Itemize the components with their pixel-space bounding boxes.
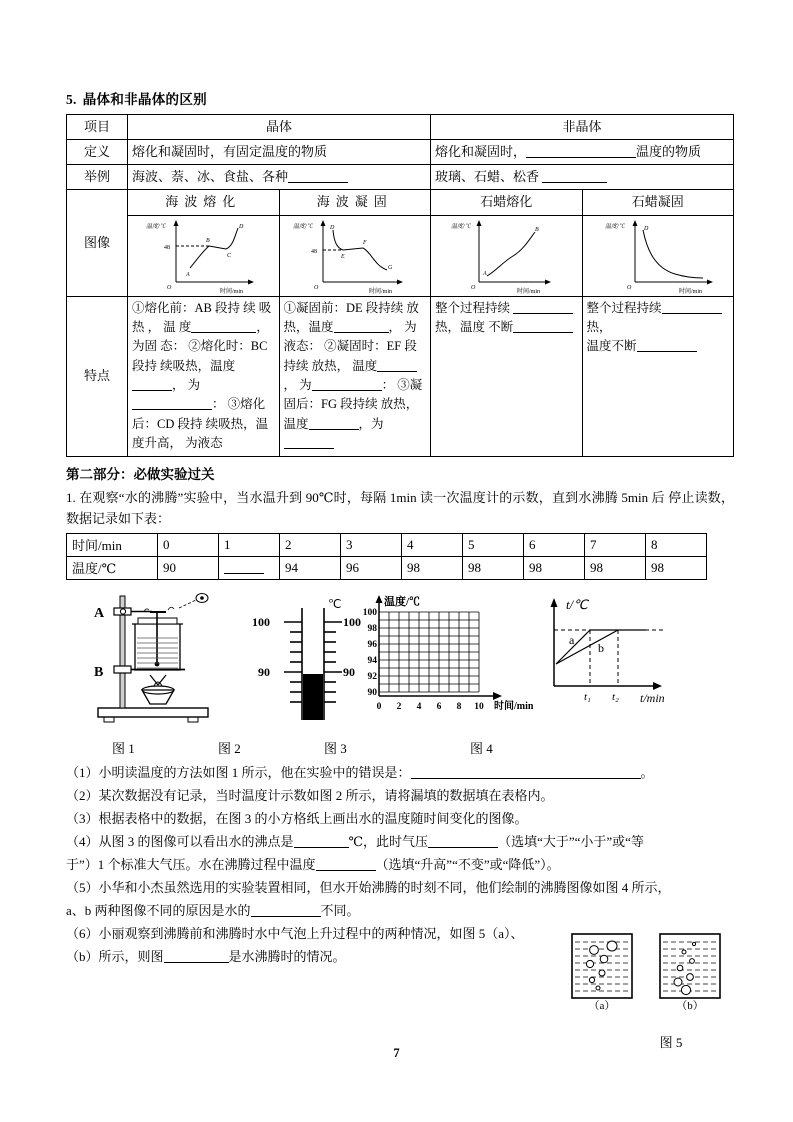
- graph-cell-wax-freeze: [582, 215, 734, 296]
- tick-100-right: 100: [343, 614, 361, 629]
- feat-line: 续吸热，温度: [160, 358, 236, 373]
- feat-line: 续吸热，温度升高，: [132, 416, 269, 451]
- section-5-title: 晶体和非晶体的区别: [82, 92, 207, 107]
- figure-strip: [66, 588, 734, 738]
- svg-text:96: 96: [367, 639, 377, 650]
- feat-line: 热，: [586, 319, 612, 334]
- caption-fig-5: 图 5: [659, 1035, 683, 1050]
- question-1-number: 1.: [66, 489, 76, 505]
- svg-text:48: 48: [311, 248, 318, 255]
- beaker-a-label: （a）: [588, 1000, 616, 1010]
- feat-line: ，: [172, 378, 185, 393]
- caption-fig-2: 图 2: [218, 740, 241, 756]
- time-cell: 2: [280, 533, 341, 556]
- header-crystal: 晶体: [128, 115, 431, 140]
- thermometer-reading-diagram: [244, 594, 364, 726]
- svg-text:O: O: [626, 284, 631, 291]
- record-label-temp: 温度/℃: [67, 556, 158, 579]
- svg-text:O: O: [167, 284, 172, 291]
- figure-3-grid: [354, 592, 544, 724]
- svg-text:时间/min: 时间/min: [494, 700, 534, 712]
- svg-text:D: D: [643, 225, 648, 232]
- record-row-time: [67, 533, 707, 556]
- caption-fig-4: 图 4: [470, 740, 493, 756]
- time-cell: 0: [158, 533, 219, 556]
- sub-q4-text-c: （选填“大于”“小于”或“等: [498, 833, 644, 849]
- figure-5-bubbles: [568, 930, 728, 1051]
- question-1-line1: 在观察“水的沸腾”实验中，当水温升到 90℃时，每隔 1min 读一次温度计的示数，直到水沸腾 5min 后: [79, 489, 665, 505]
- sub-question-5-cont: [66, 900, 734, 921]
- svg-text:b: b: [598, 640, 604, 655]
- sub-question-2: [66, 785, 734, 806]
- feature-blank[interactable]: [662, 300, 722, 314]
- feat-line: ②凝固时：EF 段持续: [283, 339, 417, 373]
- definition-blank[interactable]: [526, 144, 636, 158]
- sub-question-6-cont: [66, 946, 564, 967]
- sub-question-5: [66, 877, 734, 898]
- header-item: 项目: [67, 115, 128, 140]
- svg-text:10: 10: [474, 701, 484, 712]
- svg-text:100: 100: [362, 607, 377, 618]
- feat-line: ，: [283, 378, 297, 393]
- temp-blank[interactable]: [224, 560, 264, 574]
- time-cell: 3: [341, 533, 402, 556]
- example-amorphous-blank[interactable]: [542, 169, 607, 183]
- svg-text:t/min: t/min: [640, 690, 665, 705]
- svg-text:时间/min: 时间/min: [220, 288, 244, 295]
- feat-line: ③凝固后：FG 段持续: [283, 378, 423, 412]
- sub-q4-text-b: ℃，此时气压: [348, 833, 429, 849]
- tick-90-left: 90: [258, 664, 270, 679]
- svg-text:温度/℃: 温度/℃: [451, 223, 471, 230]
- svg-text:O: O: [314, 284, 319, 291]
- sub-q3-text: （3）根据表格中的数据，在图 3 的小方格纸上画出水的温度随时间变化的图像。: [66, 810, 528, 826]
- svg-text:t₁: t₁: [584, 690, 591, 703]
- svg-text:98: 98: [367, 623, 377, 634]
- figure-captions-row: [66, 738, 734, 760]
- feat-line: 为液态：: [283, 319, 417, 354]
- svg-text:A: A: [483, 270, 487, 277]
- svg-text:B: B: [206, 237, 210, 244]
- feature-crystal-freeze: [279, 296, 431, 456]
- tick-90-right: 90: [343, 664, 355, 679]
- sub-question-4-cont: [66, 854, 734, 875]
- svg-text:F: F: [363, 239, 367, 246]
- svg-text:B: B: [535, 226, 539, 233]
- table-row-graph-images: [67, 215, 734, 296]
- graph-title-wax-melt: 石蜡熔化: [431, 190, 583, 215]
- svg-text:温度/℃: 温度/℃: [293, 223, 313, 230]
- time-cell: 6: [524, 533, 585, 556]
- caption-fig-3: 图 3: [324, 740, 347, 756]
- definition-amorphous: [431, 140, 734, 165]
- feat-line: ：: [212, 397, 225, 412]
- feature-amorphous-melt: [431, 296, 583, 456]
- sub-question-3: [66, 808, 734, 829]
- row-label-example: 举例: [67, 165, 128, 190]
- feat-line: 放热，温度: [283, 300, 419, 334]
- svg-text:6: 6: [436, 701, 442, 712]
- temp-cell: 96: [341, 556, 402, 579]
- feat-line: 为液态: [185, 436, 223, 451]
- svg-text:2: 2: [396, 701, 402, 712]
- sub-q5-cont-text-a: a、b 两种图像不同的原因是水的: [66, 902, 251, 918]
- svg-text:G: G: [388, 264, 393, 271]
- tick-100-left: 100: [252, 614, 270, 629]
- sub-q4-text-a: （4）从图 3 的图像可以看出水的沸点是: [66, 833, 294, 849]
- svg-text:C: C: [227, 252, 232, 259]
- temp-cell: 98: [402, 556, 463, 579]
- svg-text:B: B: [94, 664, 104, 680]
- sub-q5-text: （5）小华和小杰虽然选用的实验装置相同，但水开始沸腾的时刻不同，他们绘制的沸腾图像如图 4 所示，: [66, 879, 671, 895]
- svg-text:时间/min: 时间/min: [517, 288, 541, 295]
- question-1-stem: [66, 487, 734, 529]
- temp-cell: 98: [585, 556, 646, 579]
- feature-blank[interactable]: [312, 378, 382, 392]
- page-content: [66, 88, 734, 967]
- record-row-temp: [67, 556, 707, 579]
- table-header-row: [67, 115, 734, 140]
- feat-line: 为: [299, 378, 312, 393]
- feat-line: 放热，温度: [283, 397, 419, 431]
- feat-line: ①凝固前：DE 段持续: [283, 300, 404, 315]
- graph-cell-hypo-melt: [128, 215, 280, 296]
- feat-line: ，: [388, 319, 402, 334]
- part2-heading: 第二部分：必做实验过关: [66, 466, 215, 482]
- svg-text:O: O: [471, 284, 476, 291]
- feat-line: 为: [187, 378, 201, 393]
- feature-blank[interactable]: [334, 319, 389, 333]
- feat-line: 态：: [160, 339, 186, 354]
- svg-text:温度/℃: 温度/℃: [604, 223, 625, 230]
- svg-text:A: A: [94, 605, 105, 621]
- feature-blank[interactable]: [284, 436, 334, 450]
- sub-q4-blank-2[interactable]: [428, 834, 498, 848]
- page-number: 7: [393, 1046, 400, 1060]
- definition-crystal: 熔化和凝固时，有固定温度的物质: [128, 140, 431, 165]
- two-boiling-curves-graph: [536, 592, 706, 724]
- svg-text:时间/min: 时间/min: [678, 288, 702, 295]
- section-5-heading: [66, 88, 734, 108]
- feat-line: ，为固: [132, 319, 269, 354]
- table-row-definition: [67, 140, 734, 165]
- temp-cell: 98: [463, 556, 524, 579]
- feature-blank[interactable]: [132, 397, 212, 411]
- definition-amorphous-pre: 熔化和凝固时，: [435, 144, 527, 160]
- feat-line: 热，温度: [435, 319, 486, 334]
- temperature-time-grid-chart: [354, 592, 544, 724]
- sub-q5-cont-text-b: 不同。: [320, 902, 360, 918]
- sub-q6-cont-text-b: 是水沸腾时的情况。: [228, 949, 346, 965]
- feat-line: 不断: [488, 319, 514, 334]
- feat-line: 整个过程持续: [435, 300, 511, 315]
- graph-title-wax-freeze: 石蜡凝固: [582, 190, 734, 215]
- svg-text:t₂: t₂: [612, 690, 619, 703]
- section-5-number: 5.: [66, 92, 77, 107]
- feat-line: ：: [381, 378, 395, 393]
- feat-line: 续 吸 热 ， 温: [132, 300, 272, 334]
- sub-q1-blank[interactable]: [411, 765, 641, 779]
- svg-text:温度/℃: 温度/℃: [146, 223, 166, 230]
- feat-line: 整个过程持续: [586, 300, 662, 315]
- definition-amorphous-post: 温度的物质: [636, 144, 702, 160]
- sub-q4-cont-text-a: 于”）1 个标准大气压。水在沸腾过程中温度: [66, 856, 316, 872]
- sub-q2-text: （2）某次数据没有记录，当时温度计示数如图 2 所示，请将漏填的数据填在表格内。: [66, 787, 554, 803]
- example-amorphous-text: 玻璃、石蜡、松香: [435, 169, 540, 185]
- beaker-b-label: （b）: [676, 1000, 704, 1010]
- sub-q1-text: （1）小明读温度的方法如图 1 所示，他在实验中的错误是：: [66, 764, 411, 780]
- feature-blank[interactable]: [513, 319, 573, 333]
- time-cell: 5: [463, 533, 524, 556]
- graph-title-hypo-melt: 海波熔化: [128, 190, 280, 215]
- question-1-line2: 停止读数，数据记录如下表：: [66, 489, 735, 526]
- bubble-comparison-diagram: [568, 930, 728, 1010]
- header-amorphous: 非晶体: [431, 115, 734, 140]
- feature-amorphous-freeze: [582, 296, 734, 456]
- sub-question-6: [66, 923, 564, 944]
- feature-blank[interactable]: [309, 416, 359, 430]
- graph-title-hypo-freeze: 海波凝固: [279, 190, 431, 215]
- svg-text:温度/℃: 温度/℃: [384, 595, 421, 608]
- temp-cell: 98: [646, 556, 707, 579]
- time-cell: 8: [646, 533, 707, 556]
- caption-fig-1: 图 1: [112, 740, 135, 756]
- time-cell: 4: [402, 533, 463, 556]
- row-label-definition: 定义: [67, 140, 128, 165]
- temp-cell-missing[interactable]: [219, 556, 280, 579]
- example-amorphous: [431, 165, 734, 190]
- sub-q6-blank[interactable]: [164, 949, 229, 963]
- sub-q4-cont-text-b: （选填“升高”“不变”或“降低”）。: [375, 856, 560, 872]
- graph-cell-hypo-freeze: [279, 215, 431, 296]
- figure-1-apparatus: [80, 590, 230, 730]
- temp-cell: 90: [158, 556, 219, 579]
- feature-crystal-melt: [128, 296, 280, 456]
- boiling-apparatus-diagram: [80, 590, 230, 730]
- feature-blank[interactable]: [637, 339, 697, 353]
- feature-blank[interactable]: [377, 358, 417, 372]
- svg-text:D: D: [330, 224, 335, 231]
- svg-text:4: 4: [416, 701, 422, 712]
- svg-text:8: 8: [456, 701, 462, 712]
- thermometer-unit: ℃: [328, 596, 342, 611]
- feat-line: ③熔化后：CD 段持: [132, 397, 266, 431]
- svg-text:时间/min: 时间/min: [369, 288, 393, 295]
- feat-line: 度: [178, 319, 192, 334]
- hypo-melting-curve-graph: [138, 216, 268, 296]
- svg-text:t/℃: t/℃: [566, 596, 588, 612]
- feat-line: 放热， 温度: [311, 358, 378, 373]
- table-row-example: [67, 165, 734, 190]
- feat-line: ①熔化前：AB 段持: [132, 300, 240, 315]
- svg-text:a: a: [569, 632, 575, 647]
- figure-2-thermometer: [244, 594, 364, 726]
- row-label-graph: 图像: [67, 190, 128, 296]
- row-label-feature: 特点: [67, 296, 128, 456]
- feat-line: ②熔化时：BC 段持: [132, 339, 268, 373]
- sub-q4-blank-1[interactable]: [294, 834, 349, 848]
- feat-line: ，为: [358, 416, 384, 431]
- sub-question-4: [66, 831, 734, 852]
- example-crystal-text: 海波、萘、冰、食盐、各种: [132, 169, 289, 185]
- feature-blank[interactable]: [513, 300, 573, 314]
- svg-text:92: 92: [367, 671, 377, 682]
- svg-text:48: 48: [164, 244, 171, 251]
- crystal-comparison-table: [66, 114, 734, 457]
- svg-text:A: A: [186, 271, 190, 278]
- sub-q4-blank-3[interactable]: [316, 857, 376, 871]
- sub-question-1: [66, 762, 734, 783]
- wax-freezing-curve-graph: [583, 216, 758, 296]
- temperature-record-table: [66, 533, 707, 580]
- figure-4-boiling-graphs: [536, 592, 706, 724]
- time-cell: 1: [219, 533, 280, 556]
- svg-text:94: 94: [367, 655, 377, 666]
- record-label-time: 时间/min: [67, 533, 158, 556]
- graph-cell-wax-melt: [431, 215, 583, 296]
- example-crystal-blank[interactable]: [288, 169, 348, 183]
- table-row-feature: [67, 296, 734, 456]
- svg-text:0: 0: [376, 701, 382, 712]
- sub-q1-period: 。: [640, 764, 654, 780]
- sub-q6-cont-text-a: （b）所示，则图: [66, 949, 164, 965]
- svg-text:90: 90: [367, 687, 377, 698]
- time-cell: 7: [585, 533, 646, 556]
- temp-cell: 98: [524, 556, 585, 579]
- sub-q5-blank[interactable]: [251, 903, 321, 917]
- sub-q6-text: （6）小丽观察到沸腾前和沸腾时水中气泡上升过程中的两种情况，如图 5（a）、: [66, 925, 524, 941]
- svg-text:D: D: [239, 223, 244, 230]
- table-row-graph-titles: [67, 190, 734, 215]
- svg-text:E: E: [341, 253, 345, 260]
- wax-melting-curve-graph: [447, 216, 565, 296]
- hypo-freezing-curve-graph: [287, 216, 422, 296]
- example-crystal: [128, 165, 431, 190]
- feat-line: 温度不断: [586, 339, 637, 354]
- temp-cell: 94: [280, 556, 341, 579]
- feature-blank[interactable]: [191, 319, 256, 333]
- feature-blank[interactable]: [132, 378, 172, 392]
